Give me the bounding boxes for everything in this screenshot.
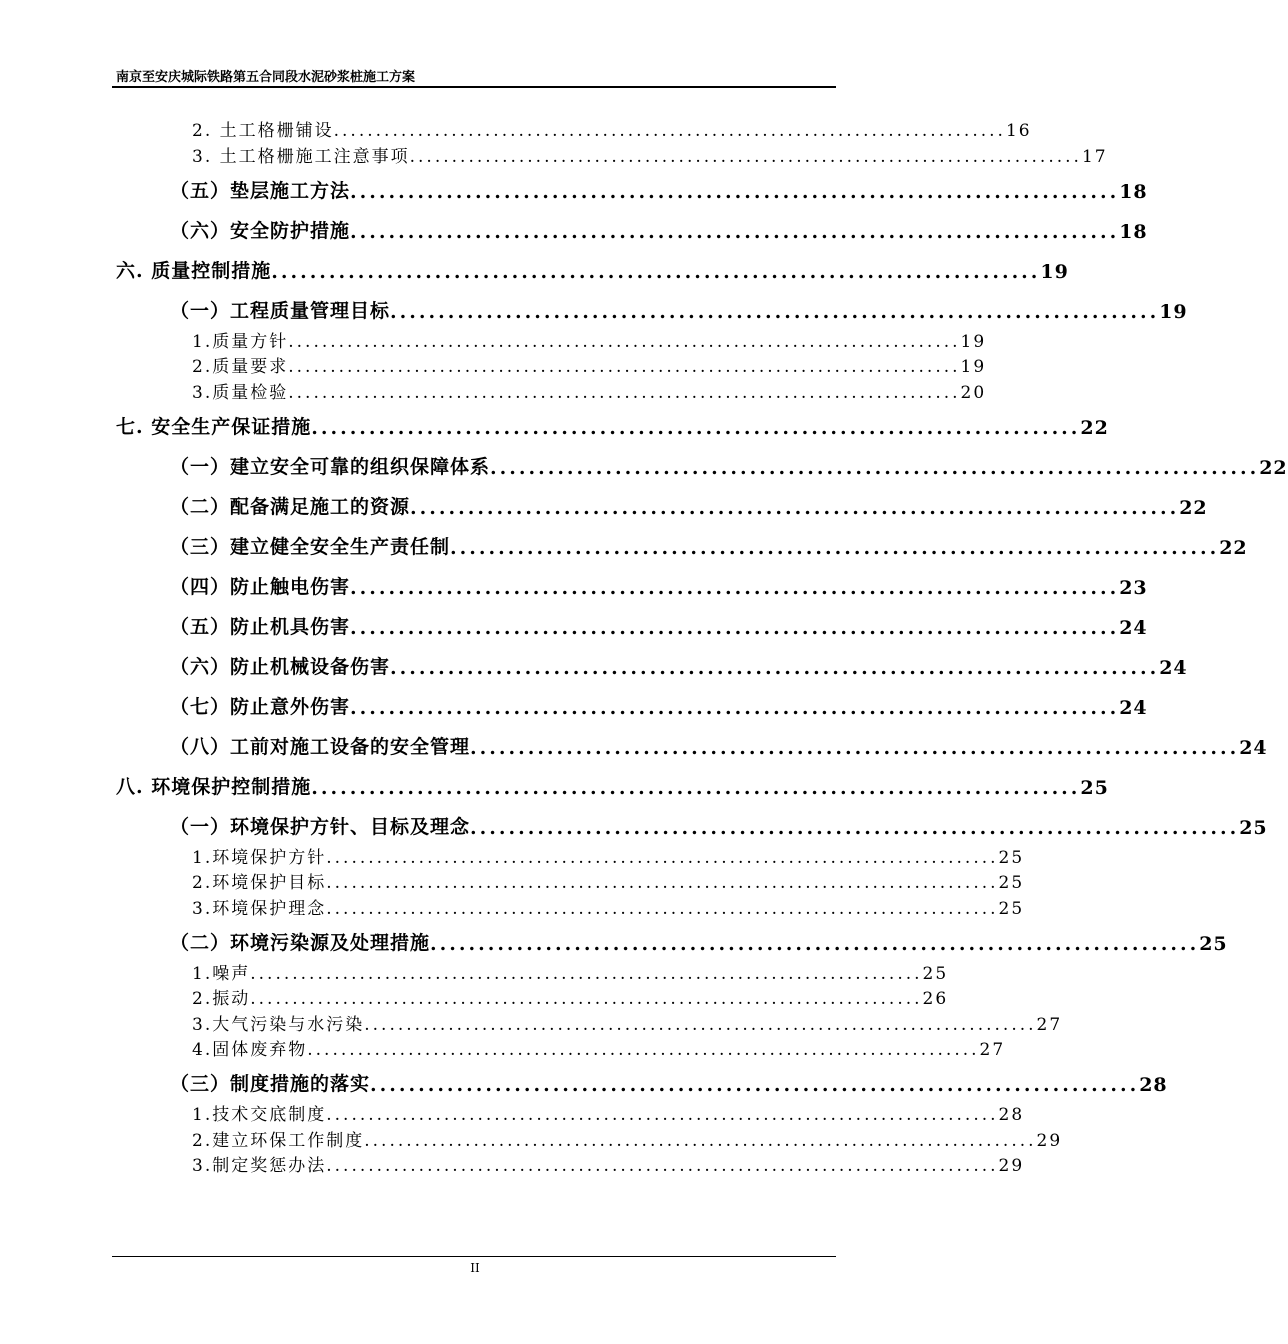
toc-leader-dots: ................................................................................ [370,1074,1140,1096]
toc-entry-label: （二）配备满足施工的资源 [170,496,411,518]
toc-entry-label: （八）工前对施工设备的安全管理 [170,736,471,758]
toc-page-number: 26 [922,989,949,1009]
toc-page-number: 19 [960,332,987,352]
toc-entry-label: 2.建立环保工作制度 [192,1131,365,1151]
toc-page-number: 25 [998,899,1025,919]
page-number: II [470,1261,480,1275]
toc-leader-dots: ................................................................................ [288,383,961,403]
toc-entry[interactable] [170,812,1268,839]
toc-page-number: 19 [1159,301,1188,323]
toc-entry[interactable] [192,352,987,377]
toc-leader-dots: ................................................................................ [307,1040,980,1060]
toc-entry-label: 3.大气污染与水污染 [192,1015,365,1035]
toc-entry[interactable] [192,116,1032,141]
toc-page-number: 24 [1239,737,1268,759]
toc-leader-dots: ................................................................................ [326,873,999,893]
toc-leader-dots: ................................................................................ [350,181,1120,203]
toc-entry-label: 2.质量要求 [192,357,289,377]
toc-entry[interactable] [170,928,1228,955]
toc-entry-label: （一）环境保护方针、目标及理念 [170,816,471,838]
toc-entry-label: （六）防止机械设备伤害 [170,656,391,678]
toc-page-number: 27 [1036,1015,1063,1035]
toc-entry-label: 3. 土工格栅施工注意事项 [192,147,410,167]
toc-page-number: 25 [1080,777,1109,799]
toc-page-number: 16 [1005,121,1032,141]
page-header-title: 南京至安庆城际铁路第五合同段水泥砂浆桩施工方案 [116,70,416,85]
toc-leader-dots: ................................................................................ [326,848,999,868]
toc-entry[interactable] [170,216,1148,243]
toc-leader-dots: ................................................................................ [350,617,1120,639]
toc-entry[interactable] [192,959,949,984]
toc-leader-dots: ................................................................................ [311,777,1081,799]
toc-leader-dots: ................................................................................ [250,989,923,1009]
toc-page-number: 22 [1080,417,1109,439]
toc-entry[interactable] [170,652,1188,679]
toc-entry-label: （一）建立安全可靠的组织保障体系 [170,456,491,478]
toc-leader-dots: ................................................................................ [364,1015,1037,1035]
toc-entry-label: 1.技术交底制度 [192,1105,327,1125]
toc-entry[interactable] [116,256,1069,283]
footer-divider [112,1256,836,1257]
toc-entry-label: （五）防止机具伤害 [170,616,351,638]
toc-page-number: 28 [1139,1074,1168,1096]
toc-page-number: 24 [1119,697,1148,719]
toc-leader-dots: ................................................................................ [250,964,923,984]
header-divider [112,86,836,88]
toc-entry-label: 1.质量方针 [192,332,289,352]
toc-entry-label: 3.制定奖惩办法 [192,1156,327,1176]
toc-entry[interactable] [192,984,949,1009]
toc-entry[interactable] [170,176,1148,203]
toc-entry[interactable] [170,692,1148,719]
toc-entry-label: 4.固体废弃物 [192,1040,308,1060]
toc-entry-label: （二）环境污染源及处理措施 [170,932,431,954]
toc-leader-dots: ................................................................................ [390,301,1160,323]
toc-entry[interactable] [192,868,1025,893]
toc-entry[interactable] [192,1035,1006,1060]
toc-entry-label: （一）工程质量管理目标 [170,300,391,322]
toc-leader-dots: ................................................................................ [326,1156,999,1176]
toc-leader-dots: ................................................................................ [470,737,1240,759]
toc-page-number: 18 [1119,221,1148,243]
toc-leader-dots: ................................................................................ [326,899,999,919]
toc-entry[interactable] [116,772,1109,799]
toc-entry[interactable] [192,843,1025,868]
toc-entry-label: （六）安全防护措施 [170,220,351,242]
toc-leader-dots: ................................................................................ [430,933,1200,955]
toc-entry[interactable] [192,378,987,403]
toc-entry-label: 1.环境保护方针 [192,848,327,868]
toc-page-number: 19 [960,357,987,377]
toc-entry[interactable] [192,1010,1063,1035]
toc-leader-dots: ................................................................................ [350,221,1120,243]
toc-leader-dots: ................................................................................ [288,357,961,377]
toc-page-number: 22 [1179,497,1208,519]
toc-page-number: 29 [998,1156,1025,1176]
toc-page-number: 23 [1119,577,1148,599]
toc-leader-dots: ................................................................................ [490,457,1260,479]
toc-entry[interactable] [170,1069,1168,1096]
toc-entry[interactable] [192,327,987,352]
toc-page-number: 25 [922,964,949,984]
toc-entry[interactable] [192,1151,1025,1176]
toc-page-number: 20 [960,383,987,403]
toc-entry-label: 3.环境保护理念 [192,899,327,919]
toc-leader-dots: ................................................................................ [350,577,1120,599]
toc-page-number: 27 [979,1040,1006,1060]
toc-page-number: 25 [998,848,1025,868]
toc-page-number: 18 [1119,181,1148,203]
toc-entry[interactable] [170,492,1208,519]
toc-page-number: 22 [1219,537,1248,559]
toc-entry-label: 3.质量检验 [192,383,289,403]
toc-entry[interactable] [116,412,1109,439]
toc-entry[interactable] [170,452,1288,479]
toc-entry-label: 2.环境保护目标 [192,873,327,893]
toc-entry-label: 八. 环境保护控制措施 [116,776,312,798]
toc-entry-label: 1.噪声 [192,964,251,984]
toc-entry[interactable] [170,612,1148,639]
toc-leader-dots: ................................................................................ [450,537,1220,559]
toc-page-number: 24 [1159,657,1188,679]
toc-entry[interactable] [192,1100,1025,1125]
toc-entry-label: （三）制度措施的落实 [170,1073,371,1095]
toc-leader-dots: ................................................................................ [326,1105,999,1125]
toc-entry[interactable] [170,572,1148,599]
toc-leader-dots: ................................................................................ [364,1131,1037,1151]
toc-page-number: 25 [998,873,1025,893]
toc-leader-dots: ................................................................................ [470,817,1240,839]
toc-page-number: 24 [1119,617,1148,639]
toc-entry-label: （四）防止触电伤害 [170,576,351,598]
toc-page-number: 25 [1239,817,1268,839]
toc-entry-label: 2.振动 [192,989,251,1009]
toc-leader-dots: ................................................................................ [410,497,1180,519]
toc-leader-dots: ................................................................................ [333,121,1006,141]
toc-page-number: 25 [1199,933,1228,955]
toc-page-number: 17 [1081,147,1108,167]
toc-entry-label: （五）垫层施工方法 [170,180,351,202]
toc-entry-label: 七. 安全生产保证措施 [116,416,312,438]
toc-entry[interactable] [170,296,1188,323]
toc-page-number: 19 [1040,261,1069,283]
toc-page-number: 22 [1259,457,1288,479]
toc-entry[interactable] [192,894,1025,919]
toc-leader-dots: ................................................................................ [390,657,1160,679]
toc-entry-label: （三）建立健全安全生产责任制 [170,536,451,558]
toc-leader-dots: ................................................................................ [288,332,961,352]
toc-page-number: 28 [998,1105,1025,1125]
toc-leader-dots: ................................................................................ [350,697,1120,719]
toc-page-number: 29 [1036,1131,1063,1151]
toc-entry[interactable] [192,1126,1063,1151]
toc-entry-label: 六. 质量控制措施 [116,260,272,282]
toc-entry[interactable] [170,532,1248,559]
toc-leader-dots: ................................................................................ [409,147,1082,167]
toc-leader-dots: ................................................................................ [271,261,1041,283]
toc-entry-label: 2. 土工格栅铺设 [192,121,334,141]
toc-leader-dots: ................................................................................ [311,417,1081,439]
toc-entry-label: （七）防止意外伤害 [170,696,351,718]
toc-entry[interactable] [192,142,1108,167]
toc-entry[interactable] [170,732,1268,759]
